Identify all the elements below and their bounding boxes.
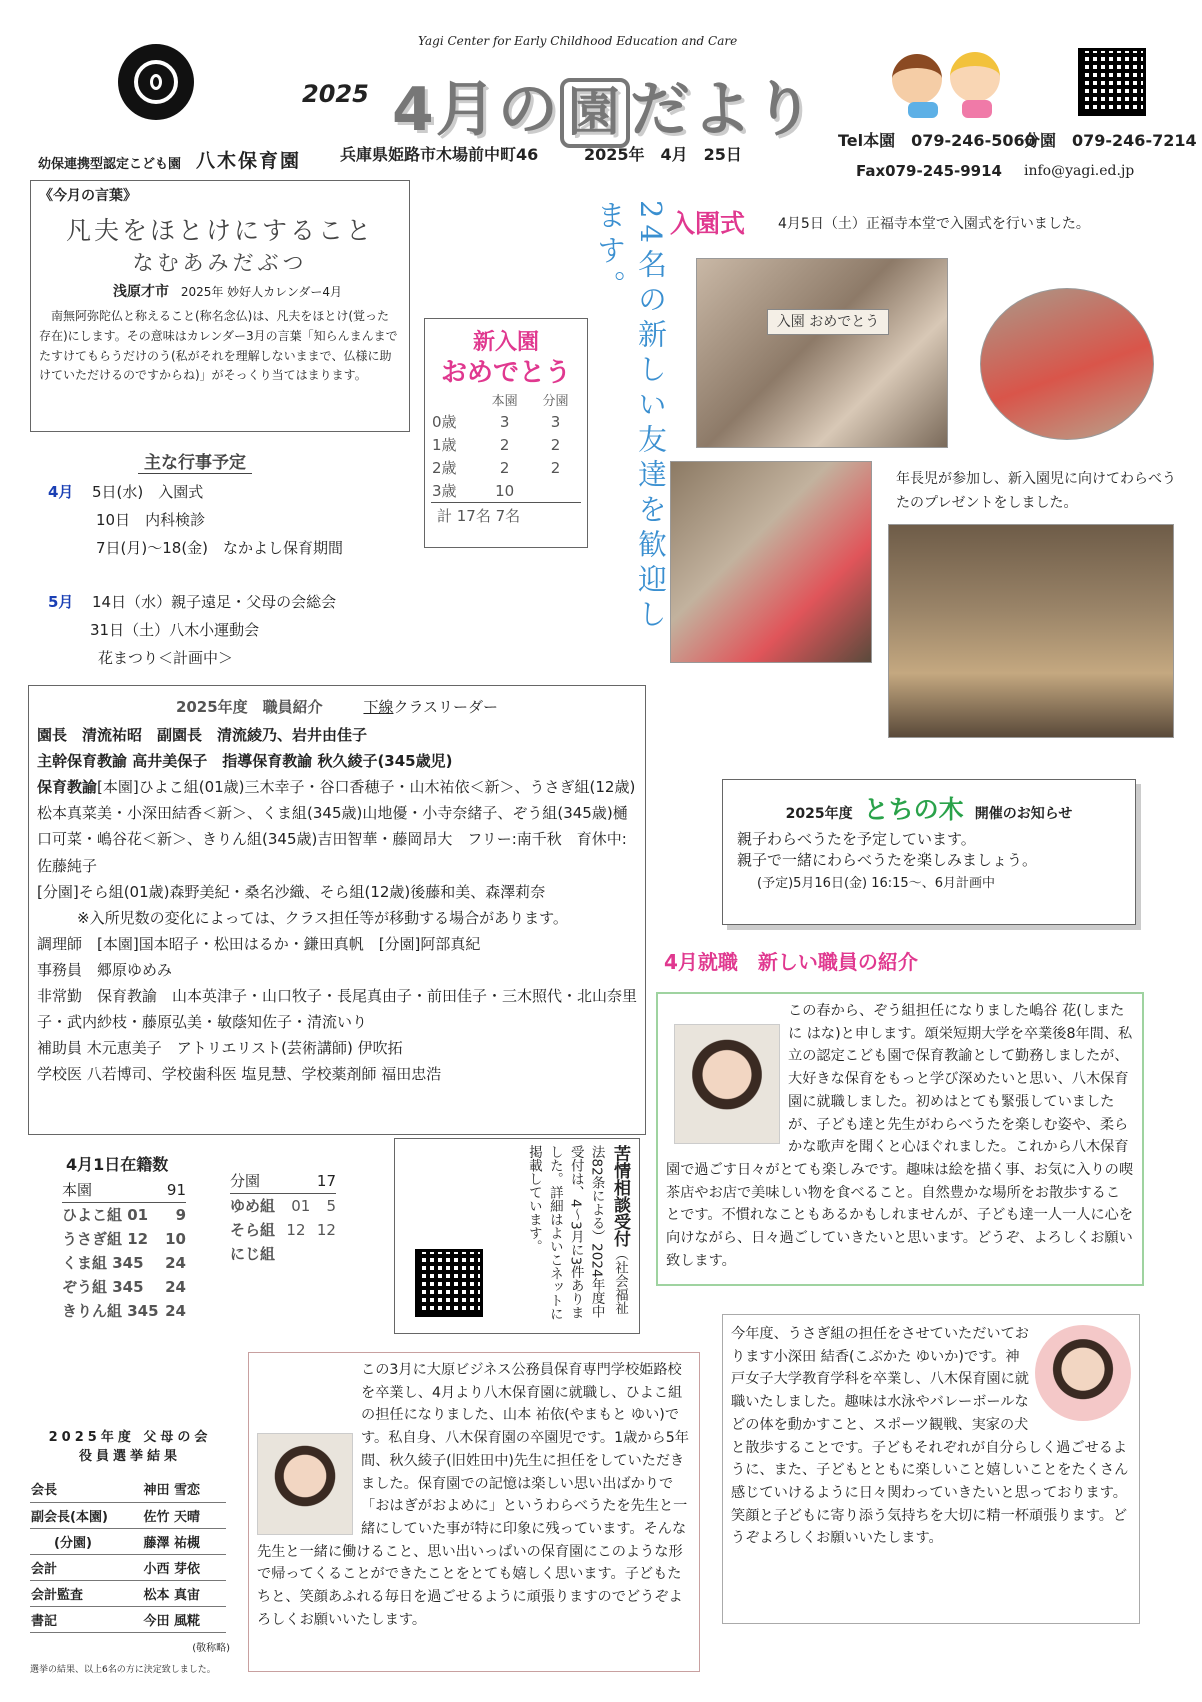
table-row: 会計監査 松本 真宙 xyxy=(30,1580,226,1606)
table-row: 2歳 2 2 xyxy=(432,458,561,477)
events-may-label: 5月 xyxy=(48,593,74,611)
list-item: ひよこ組 01 9 xyxy=(62,1206,186,1224)
enrollment-main: 本園 91 ひよこ組 01 9 うさぎ組 12 10 くま組 345 24 ぞう組 345 24 きりん組 345 24 xyxy=(62,1178,186,1323)
parents-footer: 選挙の結果、以上6名の方に決定致しました。 xyxy=(30,1664,216,1675)
parents-box xyxy=(30,1426,230,1675)
list-item: にじ組 xyxy=(230,1245,276,1263)
tochinoki-line3: (予定)5月16日(金) 16:15～、6月計画中 xyxy=(757,876,995,891)
table-row: 1歳 2 2 xyxy=(432,435,561,454)
ceremony-caption: 年長児が参加し、新入園児に向けてわらべうたのプレゼントをしました。 xyxy=(896,471,1176,511)
shimatani-box xyxy=(656,992,1144,1286)
words-author: 浅原才市 xyxy=(113,284,169,300)
list-item: くま組 345 24 xyxy=(62,1254,186,1272)
staff-line2: 主幹保育教諭 高井美保子 指導保育教諭 秋久綾子(345歳児) xyxy=(37,752,453,771)
shimatani-photo xyxy=(674,1024,780,1144)
table-row: 会長 神田 雪恋 xyxy=(30,1476,226,1502)
staff-parttime: 非常勤 保育教諭 山本英津子・山口牧子・長尾真由子・前田佳子・三木照代・北山奈里子・武内紗枝・藤原弘美・敏蔭知佐子・清流いり xyxy=(37,987,638,1032)
kobukata-photo xyxy=(1035,1325,1131,1421)
events-heading: 主な行事予定 xyxy=(138,448,252,474)
vertical-welcome-message: 24名の新しい友達を歓迎します。 xyxy=(593,200,668,634)
tochinoki-year: 2025年度 xyxy=(785,806,853,822)
words-line2: なむあみだぶつ xyxy=(132,251,308,275)
col-branch-header: 分園 xyxy=(542,394,569,409)
email: info@yagi.ed.jp xyxy=(1024,163,1135,179)
title-post: だより xyxy=(629,75,816,145)
staff-box xyxy=(28,685,646,1135)
new-students-box xyxy=(424,318,588,548)
words-line1: 凡夫をほとけにすること xyxy=(65,216,374,245)
parents-title2: 役員選挙結果 xyxy=(78,1449,181,1464)
kobukata-text: 今年度、うさぎ組の担任をさせていただいております小深田 結香(こぶかた ゆいか)です。神戸女子大学教育学科を卒業し、八木保育園に就職いたしました。趣味は水泳やバレーボールなどの体を動かすこと、スポーツ観戦、実家の犬と散歩することです。子どもそれぞれが自分らしく過ごせるように、また、子どもとともに楽しいこと嬉しいことをたくさん感じていけるように日々関わっていきたいと思っております。笑顔と子どもに寄り添う気持ちを大切に精一杯頑張ります。どうぞよろしくお願いいたします。 xyxy=(731,1326,1129,1547)
new-students-table xyxy=(431,389,581,503)
yamamoto-box xyxy=(248,1352,700,1672)
table-row: (分園) 藤澤 祐槻 xyxy=(30,1528,226,1554)
table-row: 0歳 3 3 xyxy=(432,412,561,431)
enrollment-branch: 分園 17 ゆめ組 01 5 そら組 12 12 にじ組 xyxy=(230,1169,336,1266)
tel-main: Tel本園 079-246-5060 xyxy=(838,131,1036,150)
table-row: 書記 今田 風糀 xyxy=(30,1606,226,1632)
events-april-2: 10日 内科検診 xyxy=(96,511,206,529)
qr-code-yoikonet[interactable] xyxy=(415,1249,483,1317)
parents-title1: 2025年度 父母の会 xyxy=(48,1430,212,1445)
table-row: 3歳 10 xyxy=(431,479,581,503)
new-students-title2: おめでとう xyxy=(440,358,571,388)
parents-honorific: (敬称略) xyxy=(192,1642,230,1654)
complaints-text: （社会福祉法82条による）2024年度中受付は、4～3月に3件ありました。詳細はよいこネットに掲載しています。 xyxy=(525,1145,628,1321)
new-students-total: 計 17名 7名 xyxy=(437,507,521,525)
words-source: 2025年 妙好人カレンダー4月 xyxy=(180,285,343,299)
words-heading: 《今月の言葉》 xyxy=(39,188,137,204)
complaints-box xyxy=(394,1138,640,1334)
staff-note: 下線クラスリーダー xyxy=(363,698,499,716)
list-item: きりん組 345 24 xyxy=(62,1302,186,1320)
events-april-3: 7日(月)～18(金) なかよし保育期間 xyxy=(96,539,344,557)
staff-line1: 園長 清流祐昭 副園長 清流綾乃、岩井由佳子 xyxy=(37,726,368,745)
yamamoto-text: この3月に大原ビジネス公務員保育専門学校姫路校を卒業し、4月より八木保育園に就職し、ひよこ組の担任になりました、山本 祐依(やまもと ゆい)です。私自身、八木保育園の卒園児です。1歳から5年間、秋久綾子(旧姓田中)先生に担任をしていただきました。保育園での記憶は楽しい思い出ばかりで「おはぎがおよめに」というわらべうたを先生と一緒にしていた事が特に印象に残っています。そんな先生と一緒に働けること、思い出いっぱいの保育園にこのような形で帰ってくることができたことをとても嬉しく思います。子どもたちと、笑顔あふれる毎日を過ごせるように頑張りますのでどうぞよろしくお願いいたします。 xyxy=(257,1362,689,1628)
staff-assistant: 補助員 木元恵美子 アトリエリスト(芸術講師) 伊吹拓 xyxy=(37,1039,403,1058)
org-type: 幼保連携型認定こども園 xyxy=(38,157,182,172)
staff-teachers: 保育教諭[本園]ひよこ組(01歳)三木幸子・谷口香穂子・山木祐依＜新＞、うさぎ組(12歳)松本真菜美・小深田結香＜新＞、くま組(345歳)山地優・小寺奈緒子、ぞう組(345歳)樋口可菜・嶋谷花＜新＞、きりん組(345歳)吉田智華・藤岡昂大 フリー:南千秋 育休中:佐藤純子 xyxy=(37,778,636,875)
org-name: 八木保育園 xyxy=(196,150,302,172)
words-body: 南無阿弥陀仏と称えること(称名念仏)は、凡夫をほとけ(覚った存在)にします。その意味はカレンダー3月の言葉「知らんまんまでたすけてもらうだけのう(私がそれを理解しないままで、仏様に助けていただけるのですからね)」がそっくり当てはまります。 xyxy=(39,309,398,383)
ceremony-photo-stroller xyxy=(670,461,872,663)
ceremony-text: 4月5日（土）正福寺本堂で入園式を行いました。 xyxy=(778,216,1090,232)
staff-doctors: 学校医 八若博司、学校歯科医 塩見慧、学校薬剤師 福田忠浩 xyxy=(37,1065,442,1084)
school-crest-logo xyxy=(118,44,194,120)
issue-date: 2025年 4月 25日 xyxy=(584,145,742,164)
complaints-title: 苦情相談受付 xyxy=(610,1145,630,1247)
enrollment-title: 4月1日在籍数 xyxy=(66,1155,169,1174)
words-of-month-box xyxy=(30,180,410,432)
list-item: うさぎ組 12 10 xyxy=(62,1230,186,1248)
ceremony-photo-warabeuta xyxy=(888,524,1174,738)
tochinoki-suffix: 開催のお知らせ xyxy=(974,806,1073,822)
events-may-2: 31日（土）八木小運動会 xyxy=(90,621,260,639)
events-april-label: 4月 xyxy=(48,483,74,501)
events-may-3: 花まつり＜計画中＞ xyxy=(98,649,234,667)
staff-title: 2025年度 職員紹介 xyxy=(175,698,323,716)
list-item: ゆめ組 01 5 xyxy=(230,1197,336,1215)
col-main-header: 本園 xyxy=(491,394,518,409)
tochinoki-line2: 親子で一緒にわらべうたを楽しみましょう。 xyxy=(737,851,1038,869)
newsletter-title xyxy=(392,62,816,148)
header-subtitle-en: Yagi Center for Early Childhood Education and Care xyxy=(418,34,738,48)
events-april-1: 5日(水) 入園式 xyxy=(92,483,204,501)
ceremony-photo-entrance: 入園 おめでとう xyxy=(696,258,948,448)
tochinoki-line1: 親子わらべうたを予定しています。 xyxy=(737,830,976,848)
staff-teachers-branch: [分園]そら組(01歳)森野美紀・桑名沙織、そら組(12歳)後藤和美、森澤莉奈 xyxy=(37,882,546,901)
events-may-1: 14日（水）親子遠足・父母の会総会 xyxy=(92,593,337,611)
qr-code-header[interactable] xyxy=(1078,48,1146,116)
staff-notice: ※入所児数の変化によっては、クラス担任等が移動する場合があります。 xyxy=(77,908,568,927)
yamamoto-photo xyxy=(257,1433,353,1535)
list-item: そら組 12 12 xyxy=(230,1221,336,1239)
ceremony-title: 入園式 xyxy=(670,209,746,238)
header-year: 2025 xyxy=(302,80,369,108)
new-staff-heading: 4月就職 新しい職員の紹介 xyxy=(664,950,918,974)
kids-illustration xyxy=(888,48,1038,118)
shimatani-text: この春から、ぞう組担任になりました嶋谷 花(しまたに はな)と申します。頌栄短期大学を卒業後8年間、私立の認定こども園で保育教諭として勤務しましたが、大好きな保育をもっと学び深めたいと思い、八木保育園に就職しました。初めはとても緊張していましたが、子ども達と先生がわらべうたを楽しむ姿や、柔らかな歌声を聞くと心ほぐれました。これから八木保育園で過ごす日々がとても楽しみです。趣味は絵を描く事、お気に入りの喫茶店やお店で美味しい物を食べること。自然豊かな場所をお散歩することです。不慣れなこともあるかもしれませんが、子ども達一人一人に心を向けながら、日々過ごしていきたいと思います。どうぞ、よろしくお願い致します。 xyxy=(666,1003,1134,1269)
parents-table xyxy=(30,1476,226,1633)
staff-cook: 調理師 [本園]国本昭子・松田はるか・鎌田真帆 [分園]阿部真紀 xyxy=(37,934,481,953)
tochinoki-name: とちの木 xyxy=(863,795,964,824)
table-row: 会計 小西 芽依 xyxy=(30,1554,226,1580)
tel-branch: 分園 079-246-7214 xyxy=(1024,131,1197,150)
title-box: 園 xyxy=(560,78,630,148)
tochinoki-box xyxy=(722,779,1136,925)
fax: Fax079-245-9914 xyxy=(856,162,1002,180)
title-pre: 4月の xyxy=(392,75,560,145)
list-item: ぞう組 345 24 xyxy=(62,1278,186,1296)
ceremony-photo-garden xyxy=(980,288,1154,440)
address: 兵庫県姫路市木場前中町46 xyxy=(340,145,539,164)
table-row: 副会長(本園) 佐竹 天晴 xyxy=(30,1502,226,1528)
staff-office: 事務員 郷原ゆめみ xyxy=(37,960,173,979)
new-students-title1: 新入園 xyxy=(472,330,539,355)
kobukata-box xyxy=(722,1314,1140,1624)
